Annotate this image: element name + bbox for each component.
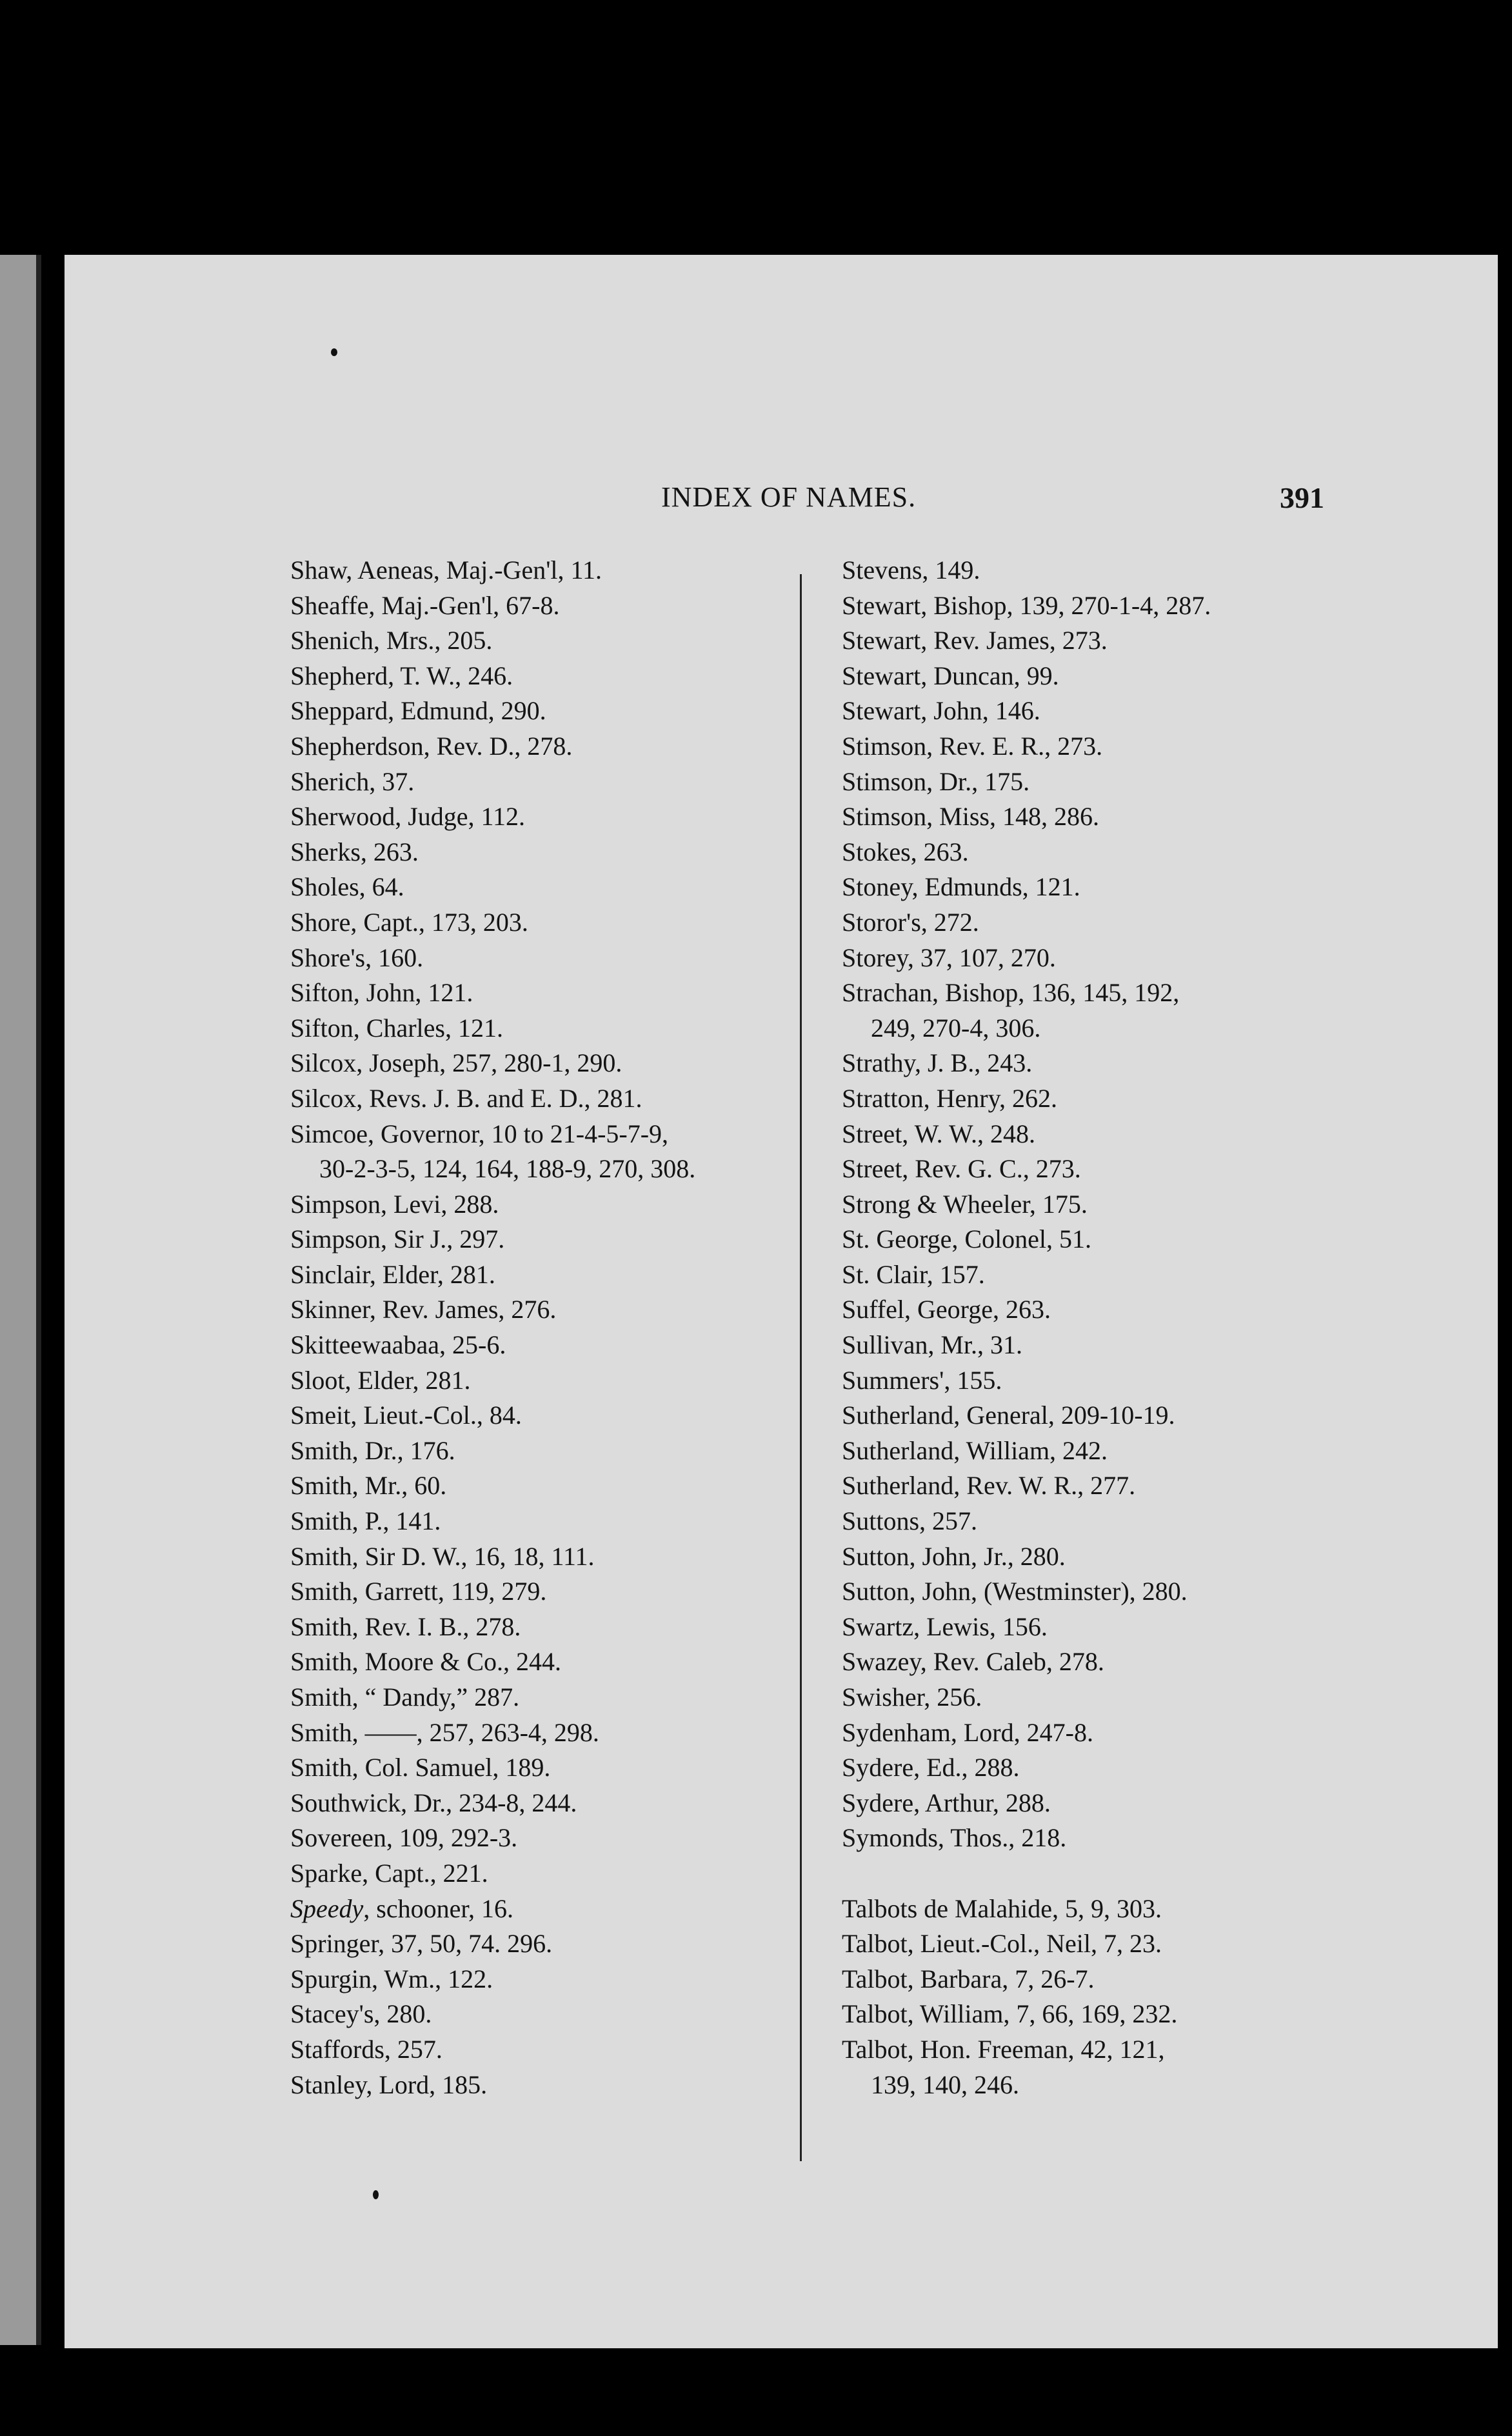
index-entry: Swazey, Rev. Caleb, 278. xyxy=(842,1647,1104,1677)
index-entry: Sutton, John, Jr., 280. xyxy=(842,1541,1066,1571)
index-entry: Talbot, William, 7, 66, 169, 232. xyxy=(842,1999,1178,2029)
index-entry: Sparke, Capt., 221. xyxy=(290,1858,488,1888)
index-entry: Shepherd, T. W., 246. xyxy=(290,661,513,690)
index-entry: Silcox, Revs. J. B. and E. D., 281. xyxy=(290,1083,642,1113)
index-entry: Street, Rev. G. C., 273. xyxy=(842,1154,1081,1184)
index-entry: Sherks, 263. xyxy=(290,837,419,866)
index-entry: Skitteewaabaa, 25-6. xyxy=(290,1330,506,1360)
index-entry: Stimson, Dr., 175. xyxy=(842,766,1030,796)
section-gap xyxy=(842,1856,1384,1892)
index-entry: Stratton, Henry, 262. xyxy=(842,1083,1058,1113)
index-entry: Skinner, Rev. James, 276. xyxy=(290,1295,557,1324)
index-entry: Street, W. W., 248. xyxy=(842,1119,1036,1148)
index-entry: Shore's, 160. xyxy=(290,943,424,972)
index-entry: Southwick, Dr., 234-8, 244. xyxy=(290,1788,577,1817)
index-entry: Summers', 155. xyxy=(842,1365,1002,1395)
index-entry: Sutherland, Rev. W. R., 277. xyxy=(842,1471,1136,1501)
index-entry: Suffel, George, 263. xyxy=(842,1295,1051,1324)
index-entry: Stoney, Edmunds, 121. xyxy=(842,872,1080,902)
index-entry: Talbot, Barbara, 7, 26-7. xyxy=(842,1964,1095,1993)
index-entry: Sherich, 37. xyxy=(290,766,415,796)
index-entry: Sloot, Elder, 281. xyxy=(290,1365,471,1395)
index-entry: Sydere, Ed., 288. xyxy=(842,1753,1020,1782)
ink-speck xyxy=(331,348,337,356)
index-entry: Sutherland, General, 209-10-19. xyxy=(842,1401,1175,1430)
index-entry-speedy: Speedy, schooner, 16. xyxy=(290,1893,514,1923)
index-entry: Smith, ——, 257, 263-4, 298. xyxy=(290,1717,599,1747)
index-entry: Strong & Wheeler, 175. xyxy=(842,1189,1088,1219)
index-entry: Sovereen, 109, 292-3. xyxy=(290,1823,518,1853)
index-entry: Smith, Sir D. W., 16, 18, 111. xyxy=(290,1541,595,1571)
index-entry: Sullivan, Mr., 31. xyxy=(842,1330,1023,1360)
index-entry: St. George, Colonel, 51. xyxy=(842,1224,1092,1254)
index-entry: Shepherdson, Rev. D., 278. xyxy=(290,731,573,761)
index-entry: Smith, P., 141. xyxy=(290,1506,441,1536)
index-entry: Shaw, Aeneas, Maj.-Gen'l, 11. xyxy=(290,555,602,584)
ship-description: schooner, 16. xyxy=(376,1893,514,1923)
index-entry: Smith, “ Dandy,” 287. xyxy=(290,1682,520,1712)
index-entry-continuation: 249, 270-4, 306. xyxy=(871,1013,1041,1043)
index-entry: Stokes, 263. xyxy=(842,837,969,866)
index-entry: Simpson, Levi, 288. xyxy=(290,1189,499,1219)
index-entry: Smith, Dr., 176. xyxy=(290,1435,455,1465)
index-entry: Shenich, Mrs., 205. xyxy=(290,626,493,655)
index-entry: Sholes, 64. xyxy=(290,872,404,902)
index-entry: Sutton, John, (Westminster), 280. xyxy=(842,1577,1188,1606)
index-entry: Staffords, 257. xyxy=(290,2034,443,2064)
index-entry: Stewart, Duncan, 99. xyxy=(842,661,1059,690)
index-entry: Smeit, Lieut.-Col., 84. xyxy=(290,1401,522,1430)
index-entry-continuation: 30-2-3-5, 124, 164, 188-9, 270, 308. xyxy=(319,1154,696,1184)
column-divider xyxy=(800,574,802,2161)
index-entry: Stewart, John, 146. xyxy=(842,696,1040,726)
index-entry: Swartz, Lewis, 156. xyxy=(842,1612,1048,1641)
index-entry: Shore, Capt., 173, 203. xyxy=(290,907,528,937)
book-page xyxy=(65,255,1498,2348)
index-entry: Sydenham, Lord, 247-8. xyxy=(842,1717,1093,1747)
index-entry: Springer, 37, 50, 74. 296. xyxy=(290,1929,553,1959)
running-header: INDEX OF NAMES. xyxy=(661,481,917,513)
index-entry: Stanley, Lord, 185. xyxy=(290,2070,488,2099)
index-entry: Stewart, Rev. James, 273. xyxy=(842,626,1108,655)
index-entry: Strachan, Bishop, 136, 145, 192, xyxy=(842,978,1180,1008)
index-entry: Storor's, 272. xyxy=(842,907,979,937)
index-entry: Stimson, Rev. E. R., 273. xyxy=(842,731,1103,761)
index-entry: Sinclair, Elder, 281. xyxy=(290,1259,495,1289)
index-entry: Stewart, Bishop, 139, 270-1-4, 287. xyxy=(842,590,1211,620)
index-entry: Smith, Rev. I. B., 278. xyxy=(290,1612,521,1641)
index-column-right xyxy=(842,553,1384,2102)
index-entry: Sherwood, Judge, 112. xyxy=(290,802,526,832)
index-entry: Sheaffe, Maj.-Gen'l, 67-8. xyxy=(290,590,560,620)
index-column-left xyxy=(290,553,845,2102)
ship-name-italic: Speedy xyxy=(290,1893,364,1923)
index-entry: Storey, 37, 107, 270. xyxy=(842,943,1056,972)
index-entry: Spurgin, Wm., 122. xyxy=(290,1964,493,1993)
index-entry: Smith, Col. Samuel, 189. xyxy=(290,1753,551,1782)
index-entry: Sifton, John, 121. xyxy=(290,978,473,1008)
index-entry: Stevens, 149. xyxy=(842,555,980,584)
index-entry: Smith, Garrett, 119, 279. xyxy=(290,1577,547,1606)
page-gutter-line xyxy=(36,255,41,2345)
index-entry: Talbot, Lieut.-Col., Neil, 7, 23. xyxy=(842,1929,1162,1959)
index-entry-continuation: 139, 140, 246. xyxy=(871,2070,1019,2099)
index-entry: Smith, Moore & Co., 244. xyxy=(290,1647,562,1677)
ink-speck xyxy=(373,2190,379,2199)
index-entry: Stimson, Miss, 148, 286. xyxy=(842,802,1099,832)
index-entry: Silcox, Joseph, 257, 280-1, 290. xyxy=(290,1048,622,1078)
index-entry: Suttons, 257. xyxy=(842,1506,978,1536)
index-entry: Sydere, Arthur, 288. xyxy=(842,1788,1051,1817)
facing-page-edge xyxy=(0,255,39,2345)
index-entry: Simcoe, Governor, 10 to 21-4-5-7-9, xyxy=(290,1119,669,1148)
index-entry: Swisher, 256. xyxy=(842,1682,982,1712)
index-entry: Sheppard, Edmund, 290. xyxy=(290,696,546,726)
index-entry: Simpson, Sir J., 297. xyxy=(290,1224,505,1254)
index-entry: Talbot, Hon. Freeman, 42, 121, xyxy=(842,2034,1165,2064)
index-entry: Sifton, Charles, 121. xyxy=(290,1013,503,1043)
page-number: 391 xyxy=(1280,481,1324,514)
index-entry: Stacey's, 280. xyxy=(290,1999,432,2029)
index-entry: Strathy, J. B., 243. xyxy=(842,1048,1033,1078)
index-entry: Symonds, Thos., 218. xyxy=(842,1823,1067,1853)
index-entry: Smith, Mr., 60. xyxy=(290,1471,447,1501)
index-entry: Talbots de Malahide, 5, 9, 303. xyxy=(842,1893,1162,1923)
index-entry: Sutherland, William, 242. xyxy=(842,1435,1108,1465)
index-entry: St. Clair, 157. xyxy=(842,1259,985,1289)
